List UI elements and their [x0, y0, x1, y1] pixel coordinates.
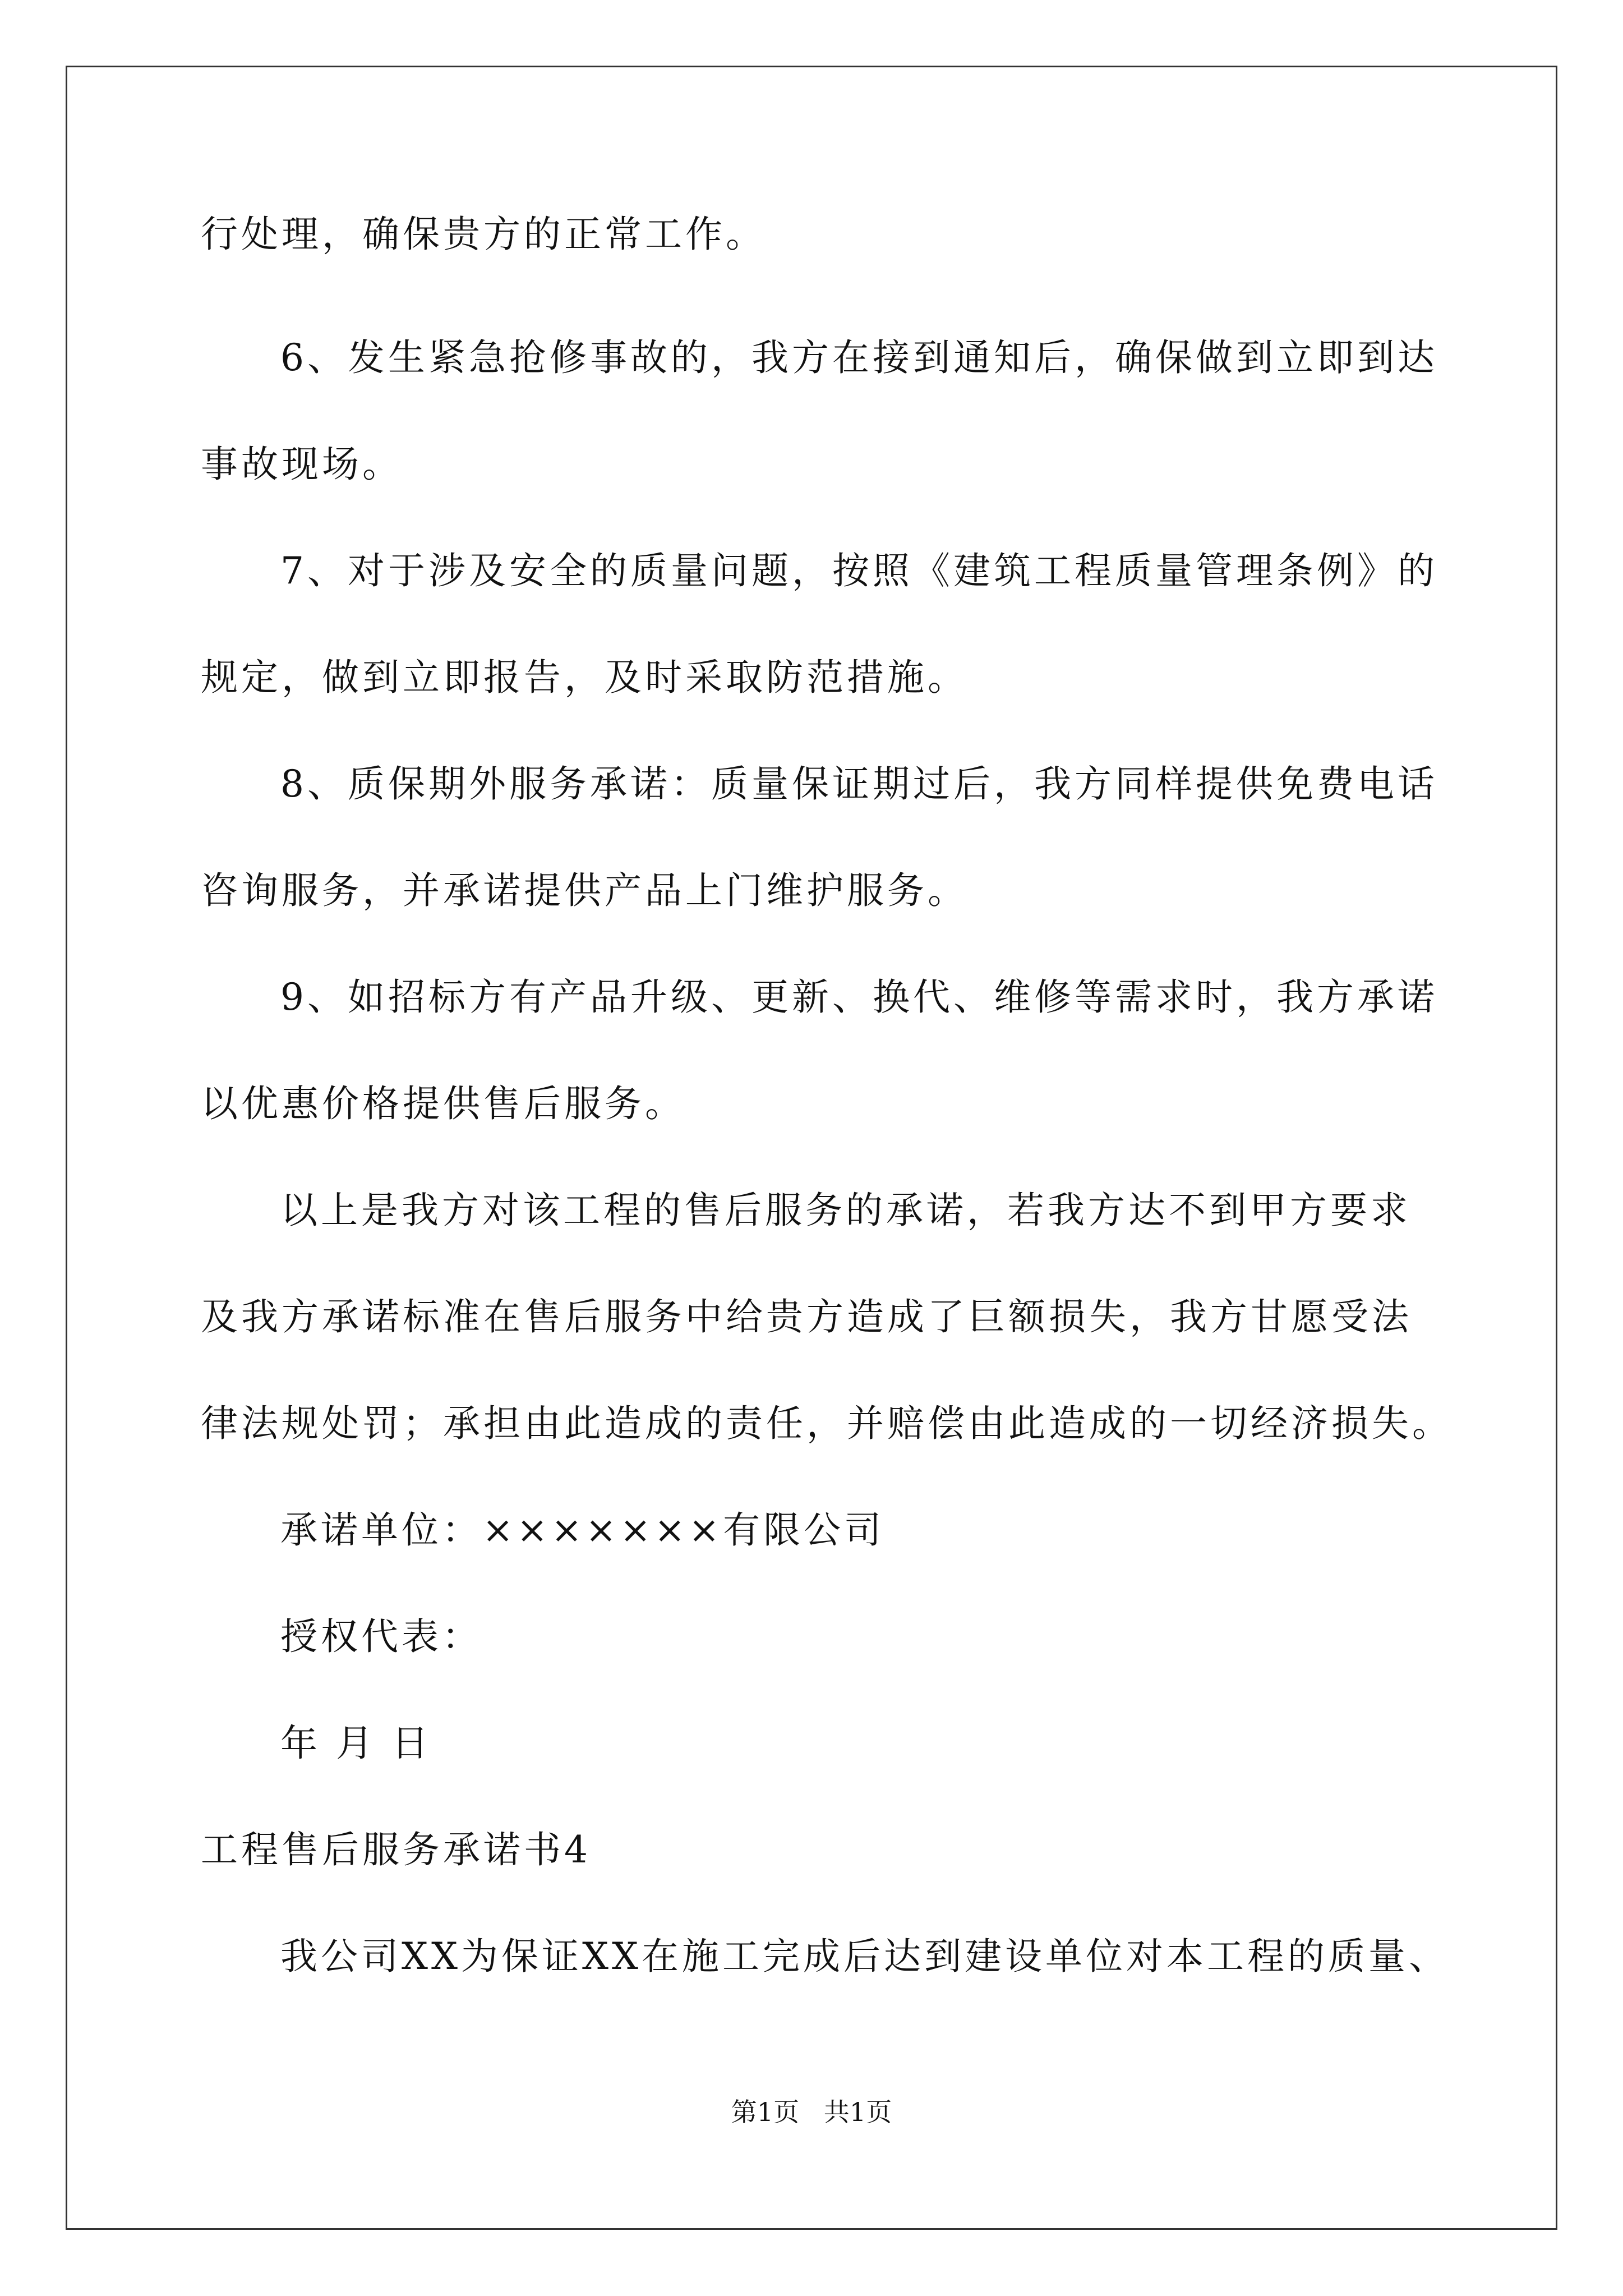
page-footer: 第1页 共1页	[731, 2097, 892, 2127]
paragraph-line: 咨询服务，并承诺提供产品上门维护服务。	[201, 869, 968, 912]
paragraph-line: 我公司XX为保证XX在施工完成后达到建设单位对本工程的质量、	[280, 1935, 1449, 1978]
paragraph-line: 规定，做到立即报告，及时采取防范措施。	[201, 656, 968, 699]
paragraph-line: 7、对于涉及安全的质量问题，按照《建筑工程质量管理条例》的	[280, 549, 1438, 592]
paragraph-line: 律法规处罚；承担由此造成的责任，并赔偿由此造成的一切经济损失。	[201, 1402, 1453, 1445]
page-border	[66, 66, 1557, 2230]
representative-line: 授权代表：	[280, 1615, 482, 1658]
paragraph-line: 9、如招标方有产品升级、更新、换代、维修等需求时，我方承诺	[280, 976, 1438, 1019]
paragraph-line: 以上是我方对该工程的售后服务的承诺，若我方达不到甲方要求	[280, 1189, 1411, 1232]
date-line: 年 月 日	[280, 1722, 432, 1765]
company-line: 承诺单位：×××××××有限公司	[280, 1508, 885, 1552]
paragraph-line: 以优惠价格提供售后服务。	[201, 1082, 685, 1125]
paragraph-line: 8、质保期外服务承诺：质量保证期过后，我方同样提供免费电话	[280, 762, 1438, 806]
paragraph-line: 6、发生紧急抢修事故的，我方在接到通知后，确保做到立即到达	[280, 336, 1438, 379]
paragraph-line: 事故现场。	[201, 443, 403, 486]
paragraph-line: 及我方承诺标准在售后服务中给贵方造成了巨额损失，我方甘愿受法	[201, 1295, 1412, 1338]
paragraph-line: 行处理，确保贵方的正常工作。	[201, 213, 766, 256]
section-heading: 工程售后服务承诺书4	[201, 1828, 591, 1871]
